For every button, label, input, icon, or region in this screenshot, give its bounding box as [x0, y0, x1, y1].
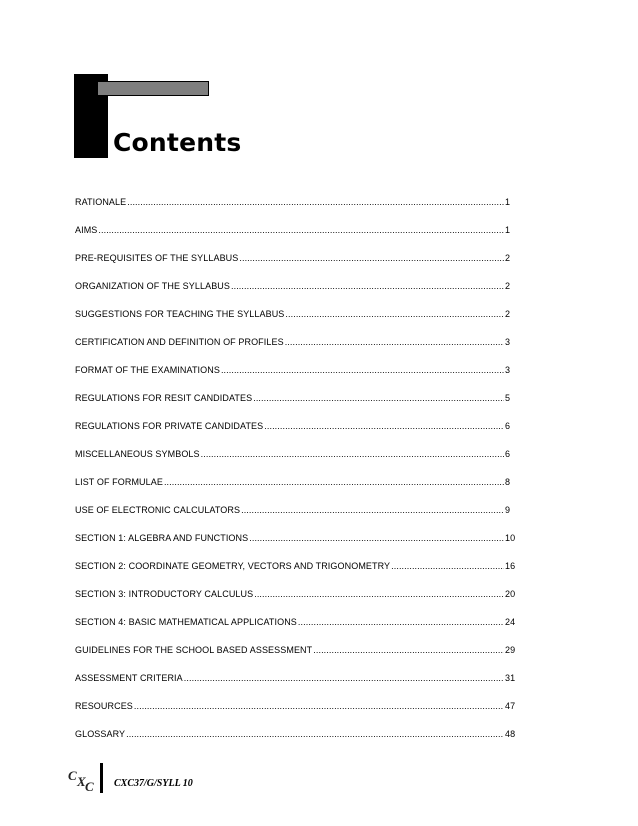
toc-entry[interactable]: [75, 280, 515, 308]
toc-leader-dots: [298, 616, 504, 628]
toc-entry-label: CERTIFICATION AND DEFINITION OF PROFILES: [75, 337, 284, 347]
toc-entry[interactable]: [75, 336, 515, 364]
toc-entry[interactable]: [75, 476, 515, 504]
toc-entry-page-number: 1: [505, 225, 511, 235]
toc-entry-label: REGULATIONS FOR RESIT CANDIDATES: [75, 393, 253, 403]
toc-entry[interactable]: [75, 196, 515, 224]
toc-leader-dots: [134, 700, 504, 712]
toc-leader-dots: [285, 336, 504, 348]
toc-entry-label: LIST OF FORMULAE: [75, 477, 163, 487]
toc-leader-dots: [254, 588, 504, 600]
toc-entry-page-number: 47: [505, 701, 516, 711]
header-decoration-bar: [97, 81, 209, 96]
toc-entry-label: RESOURCES: [75, 701, 133, 711]
toc-entry-label: GUIDELINES FOR THE SCHOOL BASED ASSESSMENT: [75, 645, 313, 655]
toc-entry[interactable]: [75, 532, 515, 560]
toc-entry-page-number: 16: [505, 561, 516, 571]
toc-entry-label: SECTION 2: COORDINATE GEOMETRY, VECTORS AND TRIGONOMETRY: [75, 561, 391, 571]
toc-entry-page-number: 1: [505, 197, 511, 207]
toc-entry-page-number: 2: [505, 253, 511, 263]
toc-entry-label: SECTION 3: INTRODUCTORY CALCULUS: [75, 589, 254, 599]
toc-entry[interactable]: [75, 308, 515, 336]
toc-leader-dots: [98, 224, 504, 236]
toc-entry[interactable]: [75, 672, 515, 700]
toc-entry-page-number: 3: [505, 365, 511, 375]
toc-entry[interactable]: [75, 392, 515, 420]
toc-leader-dots: [264, 420, 504, 432]
toc-leader-dots: [201, 448, 504, 460]
toc-entry[interactable]: [75, 504, 515, 532]
toc-entry-page-number: 24: [505, 617, 516, 627]
toc-entry-page-number: 10: [505, 533, 516, 543]
toc-entry-page-number: 3: [505, 337, 511, 347]
toc-leader-dots: [239, 252, 504, 264]
toc-entry[interactable]: [75, 728, 515, 756]
toc-entry-label: SUGGESTIONS FOR TEACHING THE SYLLABUS: [75, 309, 285, 319]
toc-leader-dots: [391, 560, 504, 572]
page-title: Contents: [113, 128, 242, 157]
toc-entry-page-number: 29: [505, 645, 516, 655]
toc-entry[interactable]: [75, 448, 515, 476]
toc-entry[interactable]: [75, 224, 515, 252]
toc-entry-label: REGULATIONS FOR PRIVATE CANDIDATES: [75, 421, 264, 431]
toc-entry-label: SECTION 1: ALGEBRA AND FUNCTIONS: [75, 533, 249, 543]
toc-leader-dots: [253, 392, 504, 404]
toc-entry-label: ASSESSMENT CRITERIA: [75, 673, 183, 683]
toc-entry-page-number: 48: [505, 729, 516, 739]
toc-entry[interactable]: [75, 588, 515, 616]
footer-divider: [100, 763, 103, 793]
toc-leader-dots: [241, 504, 504, 516]
toc-entry[interactable]: [75, 700, 515, 728]
toc-entry-page-number: 6: [505, 421, 511, 431]
toc-leader-dots: [285, 308, 504, 320]
toc-entry-page-number: 9: [505, 505, 511, 515]
toc-entry-page-number: 5: [505, 393, 511, 403]
toc-entry-label: USE OF ELECTRONIC CALCULATORS: [75, 505, 241, 515]
toc-leader-dots: [164, 476, 504, 488]
toc-leader-dots: [127, 196, 504, 208]
toc-entry[interactable]: [75, 616, 515, 644]
syllabus-code: CXC37/G/SYLL 10: [114, 778, 193, 789]
toc-entry-label: GLOSSARY: [75, 729, 126, 739]
toc-entry[interactable]: [75, 252, 515, 280]
toc-leader-dots: [249, 532, 504, 544]
cxc-logo-icon: C X C: [68, 768, 94, 794]
toc-entry-page-number: 20: [505, 589, 516, 599]
toc-entry-label: SECTION 4: BASIC MATHEMATICAL APPLICATIONS: [75, 617, 297, 627]
toc-entry-page-number: 8: [505, 477, 511, 487]
toc-entry-label: AIMS: [75, 225, 98, 235]
toc-leader-dots: [221, 364, 504, 376]
toc-entry-label: FORMAT OF THE EXAMINATIONS: [75, 365, 220, 375]
toc-entry[interactable]: [75, 420, 515, 448]
toc-entry[interactable]: [75, 364, 515, 392]
toc-leader-dots: [231, 280, 504, 292]
toc-entry-page-number: 2: [505, 309, 511, 319]
toc-leader-dots: [126, 728, 504, 740]
toc-entry-label: ORGANIZATION OF THE SYLLABUS: [75, 281, 230, 291]
toc-entry-page-number: 2: [505, 281, 511, 291]
toc-entry-label: MISCELLANEOUS SYMBOLS: [75, 449, 200, 459]
toc-leader-dots: [184, 672, 504, 684]
toc-leader-dots: [313, 644, 504, 656]
toc-entry[interactable]: [75, 644, 515, 672]
toc-entry-page-number: 31: [505, 673, 516, 683]
toc-entry-label: RATIONALE: [75, 197, 127, 207]
toc-entry-label: PRE-REQUISITES OF THE SYLLABUS: [75, 253, 239, 263]
toc-entry-page-number: 6: [505, 449, 511, 459]
toc-entry[interactable]: [75, 560, 515, 588]
table-of-contents: [75, 196, 515, 756]
